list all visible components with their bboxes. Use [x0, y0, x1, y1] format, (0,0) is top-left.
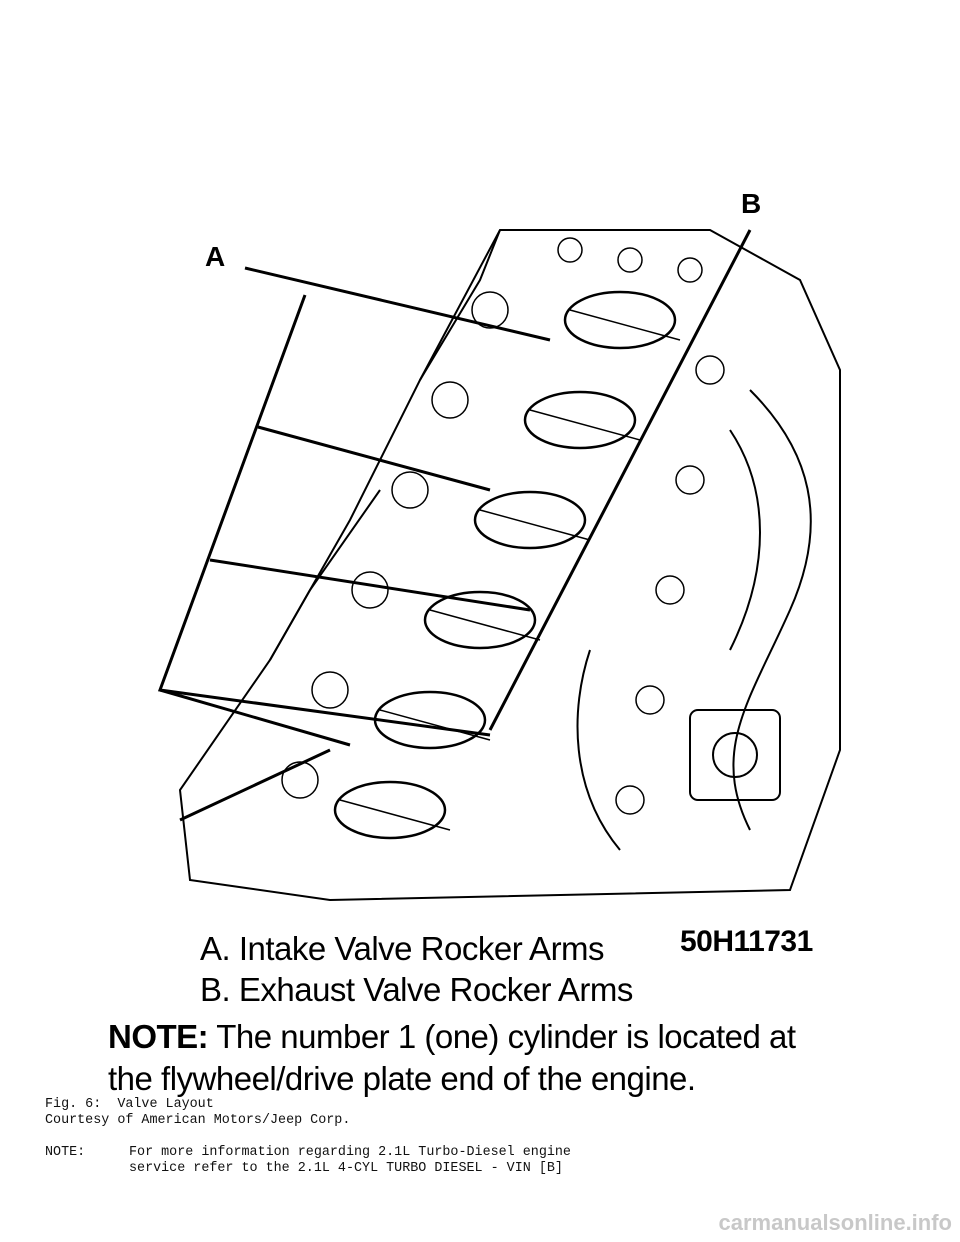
illustration-part-number: 50H11731	[680, 925, 813, 958]
figure-note-line-1	[108, 1020, 796, 1053]
service-note-line-2: service refer to the 2.1L 4-CYL TURBO DIESEL - VIN [B]	[129, 1161, 563, 1176]
callout-label-b: B	[741, 188, 762, 219]
service-note-tag: NOTE:	[45, 1145, 86, 1160]
service-note-line-1: For more information regarding 2.1L Turbo-Diesel engine	[129, 1145, 571, 1160]
figure-note-line-2: the flywheel/drive plate end of the engine.	[108, 1060, 696, 1097]
legend-exhaust: B. Exhaust Valve Rocker Arms	[200, 971, 633, 1008]
figure-title: Fig. 6: Valve Layout	[45, 1097, 214, 1112]
legend-intake: A. Intake Valve Rocker Arms	[200, 930, 605, 967]
figure-courtesy: Courtesy of American Motors/Jeep Corp.	[45, 1113, 351, 1128]
engine-valve-illustration	[150, 190, 850, 920]
figure-note-text-1: The number 1 (one) cylinder is located at	[216, 1018, 796, 1055]
callout-label-a: A	[205, 241, 226, 272]
site-watermark: carmanualsonline.info	[718, 1210, 952, 1235]
figure-note-label: NOTE:	[108, 1018, 209, 1055]
service-note	[45, 1145, 571, 1161]
